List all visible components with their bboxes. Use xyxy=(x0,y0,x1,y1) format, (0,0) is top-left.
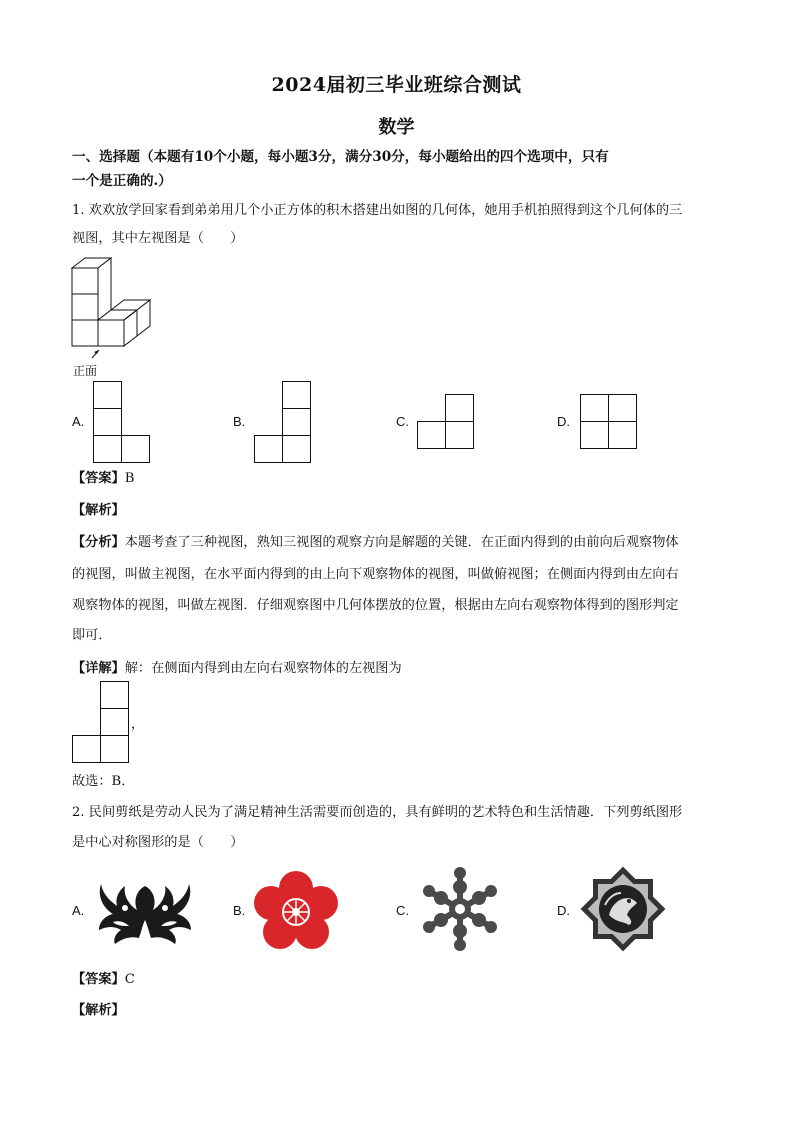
q1-analysis-tag: 【解析】 xyxy=(72,503,125,518)
document-title: 2024届初三毕业班综合测试 xyxy=(271,74,522,96)
q1-stem-line1: 1. 欢欢放学回家看到弟弟用几个小正方体的积木搭建出如图的几何体，她用手机拍照得到这个几何体的三 xyxy=(72,203,683,218)
q1-conclusion: 故选：B． xyxy=(72,774,135,789)
q1-option-c-figure xyxy=(417,394,477,452)
q1-option-c-label: C. xyxy=(396,414,409,429)
q1-option-b-figure xyxy=(254,381,314,465)
document-subject: 数学 xyxy=(378,117,415,138)
q2-option-d-papercut-image xyxy=(580,866,666,952)
section-heading-line2: 一个是正确的.） xyxy=(72,173,172,189)
q1-solid-figure xyxy=(68,255,158,355)
q2-answer xyxy=(72,970,135,990)
q1-detail-comma: ， xyxy=(131,717,145,732)
q1-detail-figure xyxy=(72,681,132,765)
q1-front-label: 正面 xyxy=(73,364,98,378)
q1-detail-line xyxy=(72,659,402,679)
q1-fenxi-line3: 观察物体的视图，叫做左视图．仔细观察图中几何体摆放的位置，根据由左向右观察物体得到的图形判定 xyxy=(72,598,679,613)
q1-answer-value: B xyxy=(124,471,135,486)
q1-detail-tag: 【详解】 xyxy=(72,661,125,676)
q1-fenxi-line1 xyxy=(72,533,679,553)
q2-option-c-papercut-image xyxy=(418,865,502,953)
q1-fenxi-tag: 【分析】 xyxy=(72,535,125,550)
q1-detail-text: 解：在侧面内得到由左向右观察物体的左视图为 xyxy=(124,661,402,676)
q1-answer xyxy=(72,469,134,489)
q2-stem-line1: 2. 民间剪纸是劳动人民为了满足精神生活需要而创造的，具有鲜明的艺术特色和生活情趣．下列剪纸图形 xyxy=(72,805,683,820)
q2-answer-tag: 【答案】 xyxy=(72,972,125,987)
q1-fenxi-line2: 的视图，叫做主视图，在水平面内得到的由上向下观察物体的视图，叫做俯视图；在侧面内得到由左向右 xyxy=(72,567,679,582)
q2-answer-value: C xyxy=(124,972,135,987)
q1-option-a-figure xyxy=(93,381,153,465)
q2-option-b-papercut-image xyxy=(254,870,338,950)
q2-option-c-label: C. xyxy=(396,903,409,918)
section-heading-line1: 一、选择题（本题有10个小题，每小题3分，满分30分，每小题给出的四个选项中，只有 xyxy=(72,149,609,165)
q1-option-d-figure xyxy=(580,394,640,452)
q2-analysis-tag: 【解析】 xyxy=(72,1003,125,1018)
q1-option-a-label: A. xyxy=(72,414,85,429)
q1-stem-line2: 视图，其中左视图是（ ） xyxy=(72,231,244,246)
q2-stem-line2: 是中心对称图形的是（ ） xyxy=(72,835,244,850)
q2-option-a-papercut-image xyxy=(95,876,195,946)
q2-option-d-label: D. xyxy=(557,903,570,918)
q1-option-b-label: B. xyxy=(233,414,246,429)
q2-option-b-label: B. xyxy=(233,903,246,918)
q1-fenxi-text1: 本题考查了三种视图，熟知三视图的观察方向是解题的关键．在正面内得到的由前向后观察物体 xyxy=(124,535,679,550)
q2-option-a-label: A. xyxy=(72,903,85,918)
q1-answer-tag: 【答案】 xyxy=(72,471,125,486)
q1-fenxi-line4: 即可． xyxy=(72,628,112,643)
q1-option-d-label: D. xyxy=(557,414,570,429)
